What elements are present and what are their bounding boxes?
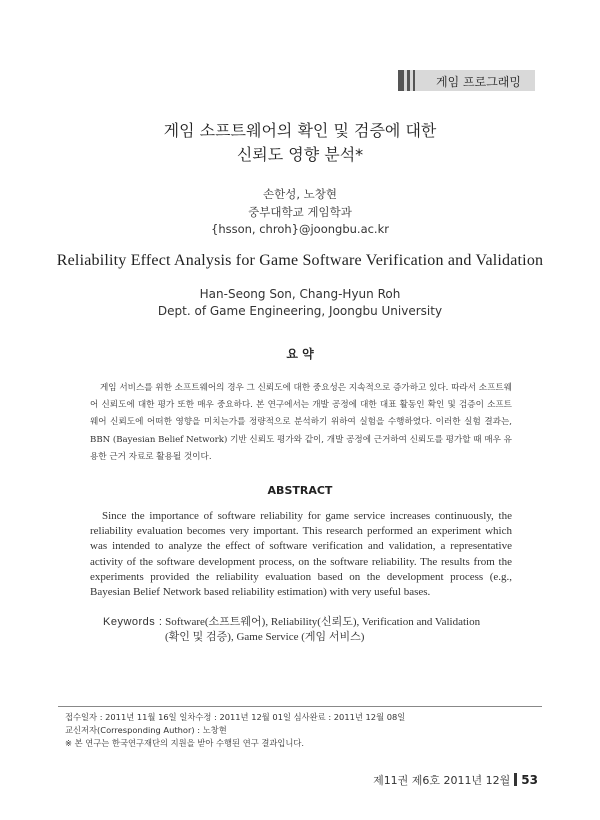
keywords-label: Keywords : bbox=[103, 616, 163, 628]
page-footer bbox=[373, 772, 538, 788]
english-title: Reliability Effect Analysis for Game Software Verification and Validation bbox=[56, 252, 544, 269]
paper-title-line1: 게임 소프트웨어의 확인 및 검증에 대한 bbox=[163, 121, 437, 140]
section-tab bbox=[398, 70, 535, 91]
section-label: 게임 프로그래밍 bbox=[436, 75, 521, 89]
footnote-dates: 접수일자 : 2011년 11월 16일 일차수정 : 2011년 12월 01일 심사완료 : 2011년 12월 08일 bbox=[65, 712, 406, 722]
affiliation-korean: 중부대학교 게임학과 bbox=[248, 205, 352, 219]
footer-separator bbox=[514, 773, 517, 786]
english-abstract: Since the importance of software reliability for game service increases continuously, the reliability evaluation becomes very important. This research performed an experiment which was intended to analyze the effect of software verification and validation, a representative activity of the software development process, on the software reliability. The results from the experiments provided the reliability evaluation based on the development process (e.g., Bayesian Belief Network based reliability estimation) with very useful bases. bbox=[90, 510, 512, 599]
authors-korean: 손한성, 노창현 bbox=[263, 187, 337, 201]
issue-info: 제11권 제6호 2011년 12월 bbox=[373, 774, 511, 787]
paper-title bbox=[0, 119, 600, 167]
affiliation-english: Dept. of Game Engineering, Joongbu University bbox=[157, 304, 443, 318]
footnote-corresponding: 교신저자(Corresponding Author) : 노창현 bbox=[65, 725, 227, 735]
keywords bbox=[103, 615, 523, 645]
keywords-line1 bbox=[103, 615, 523, 630]
keywords-text-1: Software(소프트웨어), Reliability(신뢰도), Verification and Validation bbox=[165, 616, 481, 628]
paper-title-line2: 신뢰도 영향 분석* bbox=[236, 145, 364, 164]
english-abstract-heading: ABSTRACT bbox=[267, 484, 333, 497]
korean-abstract-heading: 요 약 bbox=[286, 347, 314, 361]
footnote-divider bbox=[58, 706, 542, 707]
keywords-text-2: (확인 및 검증), Game Service (게임 서비스) bbox=[165, 631, 365, 643]
korean-abstract: 게임 서비스를 위한 소프트웨어의 경우 그 신뢰도에 대한 중요성은 지속적으로 증가하고 있다. 따라서 소프트웨어 신뢰도에 대한 평가 또한 매우 중요하다. 본 연구에서는 개발 공정에 대한 대표 활동인 확인 및 검증이 소프트웨어 신뢰도에 어떠한 영향을 미치는가를 정량적으로 분석하기 위하여 실험을 수행하였다. 이러한 실험 결과는, BBN (Bayesian Belief Network) 기반 신뢰도 평가와 같이, 개발 공정에 근거하여 신뢰도를 평가할 때 매우 유용한 근거 자료로 활용될 것이다. bbox=[90, 383, 512, 462]
author-emails: {hsson, chroh}@joongbu.ac.kr bbox=[211, 222, 389, 236]
page-number: 53 bbox=[521, 773, 538, 787]
authors-english: Han-Seong Son, Chang-Hyun Roh bbox=[199, 287, 401, 301]
footnote-funding: ※ 본 연구는 한국연구재단의 지원을 받아 수행된 연구 결과입니다. bbox=[65, 738, 305, 748]
